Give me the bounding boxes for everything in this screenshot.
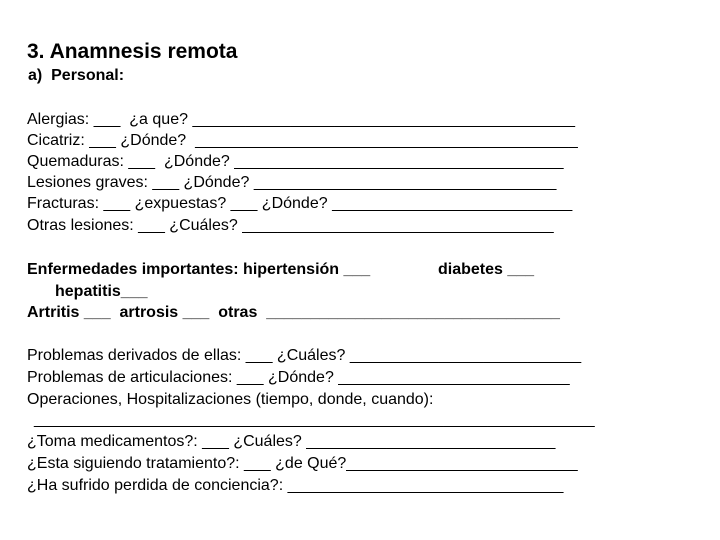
form-line-problemas-articulaciones: Problemas de articulaciones: ___ ¿Dónde? __________________________	[27, 369, 570, 386]
form-line-otras-lesiones: Otras lesiones: ___ ¿Cuáles? ___________________________________	[27, 217, 554, 234]
form-line-operaciones: Operaciones, Hospitalizaciones (tiempo, donde, cuando):	[27, 391, 434, 408]
form-line-problemas-derivados: Problemas derivados de ellas: ___ ¿Cuáles? __________________________	[27, 347, 582, 364]
form-line-tratamiento: ¿Esta siguiendo tratamiento?: ___ ¿de Qué?__________________________	[27, 455, 578, 472]
form-line-medicamentos: ¿Toma medicamentos?: ___ ¿Cuáles? ____________________________	[27, 433, 556, 450]
form-line-diabetes: diabetes ___	[438, 261, 535, 278]
subsection-heading: a) Personal:	[28, 67, 125, 84]
form-line-lesiones-graves: Lesiones graves: ___ ¿Dónde? __________________________________	[27, 174, 557, 191]
form-line-fracturas: Fracturas: ___ ¿expuestas? ___ ¿Dónde? ___________________________	[27, 195, 573, 212]
form-line-quemaduras: Quemaduras: ___ ¿Dónde? _____________________________________	[27, 153, 564, 170]
section-heading: 3. Anamnesis remota	[27, 40, 238, 63]
form-line-perdida-conciencia: ¿Ha sufrido perdida de conciencia?: _______________________________	[27, 477, 564, 494]
form-line-enfermedades: Enfermedades importantes: hipertensión ___	[27, 261, 371, 278]
form-line-alergias: Alergias: ___ ¿a que? ___________________________________________	[27, 111, 576, 128]
form-line-operaciones-blank: _______________________________________________________________	[34, 411, 595, 428]
form-line-cicatriz: Cicatriz: ___ ¿Dónde? ___________________________________________	[27, 132, 578, 149]
form-line-artritis: Artritis ___ artrosis ___ otras _________________________________	[27, 304, 560, 321]
form-line-hepatitis: hepatitis___	[55, 283, 148, 300]
